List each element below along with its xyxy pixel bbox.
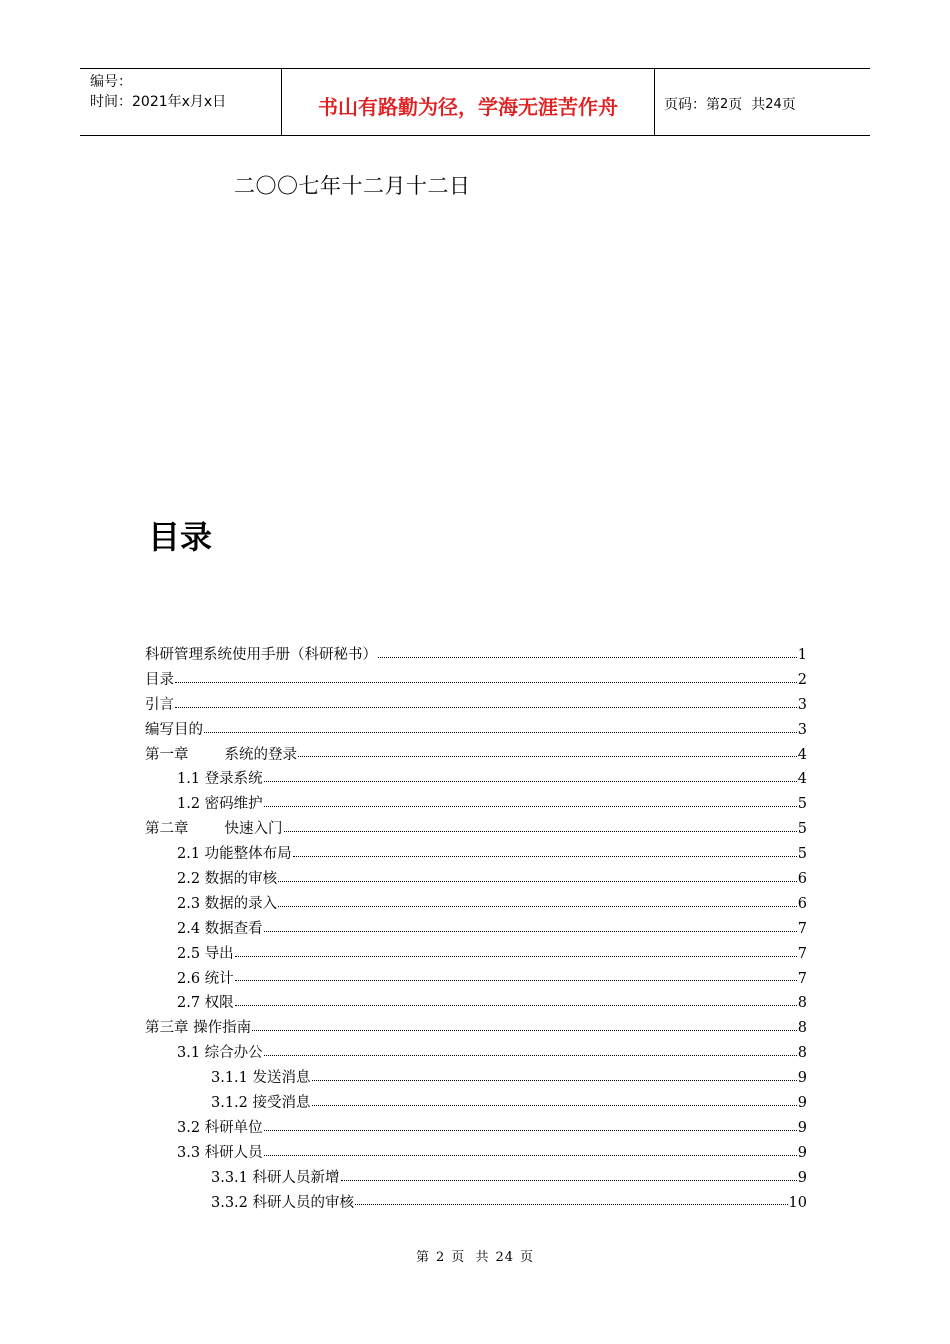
- toc-entry-leader: [264, 1129, 797, 1131]
- toc-entry[interactable]: [145, 1191, 807, 1216]
- header-page-mid: 页 共: [728, 97, 766, 113]
- toc-entry-page: 8: [797, 1020, 807, 1037]
- toc-entry[interactable]: [145, 1091, 807, 1116]
- toc-entry-subtitle: 系统的登录: [224, 746, 297, 763]
- toc-entry[interactable]: [145, 643, 807, 668]
- footer-post: 页: [520, 1250, 535, 1265]
- document-date: 二〇〇七年十二月十二日: [234, 174, 471, 198]
- toc-entry-page: 2: [797, 671, 807, 688]
- footer-mid: 页 共: [451, 1250, 490, 1265]
- toc-entry[interactable]: [145, 817, 807, 842]
- toc-entry-leader: [264, 805, 797, 807]
- footer-total: 24: [495, 1250, 515, 1265]
- toc-entry-label: 第一章: [145, 746, 189, 763]
- toc-entry-leader: [175, 706, 797, 708]
- toc-entry-label: 目录: [145, 671, 174, 688]
- toc-entry-leader: [355, 1203, 788, 1205]
- toc-entry-leader: [264, 1154, 797, 1156]
- toc-entry-label: 编写目的: [145, 721, 203, 738]
- toc-entry[interactable]: [145, 743, 807, 768]
- toc-entry-label: 3.1.2 接受消息: [211, 1095, 311, 1112]
- toc-entry-leader: [284, 830, 797, 832]
- toc-entry[interactable]: [145, 1141, 807, 1166]
- toc-entry[interactable]: [145, 767, 807, 792]
- toc-entry-leader: [378, 656, 797, 658]
- toc-entry-label: 1.2 密码维护: [177, 796, 263, 813]
- toc-entry-label: 2.2 数据的审核: [177, 871, 278, 888]
- toc-entry-leader: [312, 1104, 797, 1106]
- toc-entry[interactable]: [145, 718, 807, 743]
- toc-entry-page: 8: [797, 1045, 807, 1062]
- header-meta: [80, 69, 282, 135]
- toc-entry[interactable]: [145, 668, 807, 693]
- toc-entry-leader: [264, 930, 797, 932]
- toc-entry-page: 8: [797, 995, 807, 1012]
- toc-entry-page: 1: [797, 647, 807, 663]
- header-page-info: [655, 69, 870, 135]
- toc-entry-leader: [235, 1004, 797, 1006]
- footer-pre: 第: [415, 1250, 430, 1265]
- header-page-total: 24: [765, 96, 782, 112]
- toc-entry-label: 1.1 登录系统: [177, 771, 263, 788]
- toc-entry-page: 3: [797, 721, 807, 738]
- toc-entry-label: 第二章: [145, 821, 189, 838]
- toc-entry-page: 9: [797, 1070, 807, 1087]
- toc-entry[interactable]: [145, 867, 807, 892]
- toc-entry-leader: [298, 755, 797, 757]
- header-page-end: 页: [781, 97, 796, 113]
- footer-page: 2: [435, 1250, 446, 1265]
- toc-entry-page: 5: [797, 796, 807, 813]
- toc-entry-label: 3.1 综合办公: [177, 1045, 263, 1062]
- toc-entry[interactable]: [145, 892, 807, 917]
- page-footer: [0, 1246, 950, 1265]
- toc-entry-leader: [204, 731, 797, 733]
- toc-entry-leader: [235, 955, 797, 957]
- toc-entry-label: 2.3 数据的录入: [177, 895, 278, 912]
- toc-entry-leader: [293, 855, 797, 857]
- toc-title: 目录: [148, 518, 213, 556]
- toc-entry-page: 9: [797, 1169, 807, 1186]
- toc-entry[interactable]: [145, 1041, 807, 1066]
- header-motto: 书山有路勤为径，学海无涯苦作舟: [282, 69, 655, 135]
- toc-entry-leader: [312, 1079, 797, 1081]
- toc-entry[interactable]: [145, 1116, 807, 1141]
- header-number-label: 编号：: [90, 74, 132, 90]
- toc-entry-label: 3.3.1 科研人员新增: [211, 1169, 340, 1186]
- toc-entry-label: 科研管理系统使用手册（科研秘书）: [145, 647, 377, 663]
- toc-entry[interactable]: [145, 967, 807, 992]
- toc-entry-label: 3.3.2 科研人员的审核: [211, 1194, 355, 1211]
- toc-entry-page: 7: [797, 945, 807, 962]
- toc-entry-leader: [278, 880, 797, 882]
- toc-entry-leader: [341, 1179, 797, 1181]
- toc-entry-page: 5: [797, 846, 807, 863]
- toc-entry-page: 6: [797, 871, 807, 888]
- toc-entry-page: 9: [797, 1095, 807, 1112]
- toc-entry[interactable]: [145, 942, 807, 967]
- toc-entry-label: 2.1 功能整体布局: [177, 846, 292, 863]
- header-time-label: 时间：2021年x月x日: [90, 94, 227, 110]
- toc-entry-page: 9: [797, 1144, 807, 1161]
- toc-entry-page: 4: [797, 746, 807, 763]
- toc-entry[interactable]: [145, 1066, 807, 1091]
- toc-entry-leader: [175, 681, 797, 683]
- toc-entry-page: 7: [797, 920, 807, 937]
- toc-entry-page: 5: [797, 821, 807, 838]
- toc-entry-leader: [235, 979, 797, 981]
- toc-entry-label: 3.3 科研人员: [177, 1144, 263, 1161]
- toc-entry[interactable]: [145, 1016, 807, 1041]
- header-page-label: 页码：第: [664, 97, 720, 113]
- toc-entry-page: 4: [797, 771, 807, 788]
- toc-entry-leader: [278, 905, 797, 907]
- toc-entry-page: 10: [788, 1194, 807, 1211]
- page-header: [80, 68, 870, 136]
- toc-entry[interactable]: [145, 693, 807, 718]
- toc-entry-label: 2.7 权限: [177, 995, 234, 1012]
- toc-entry-page: 9: [797, 1119, 807, 1136]
- toc-entry[interactable]: [145, 842, 807, 867]
- header-page-num: 2: [720, 96, 729, 112]
- toc-entry-label: 第三章 操作指南: [145, 1020, 252, 1037]
- toc-entry-label: 3.2 科研单位: [177, 1119, 263, 1136]
- toc-entry-label: 2.5 导出: [177, 945, 234, 962]
- toc-entry-leader: [264, 780, 797, 782]
- toc-entry-leader: [264, 1054, 797, 1056]
- toc-entry-page: 6: [797, 895, 807, 912]
- toc-entry-subtitle: 快速入门: [224, 821, 283, 838]
- toc-entry-label: 引言: [145, 696, 174, 713]
- toc-entry-page: 3: [797, 696, 807, 713]
- toc-entry[interactable]: [145, 792, 807, 817]
- toc-entry-page: 7: [797, 970, 807, 987]
- toc-entry-label: 3.1.1 发送消息: [211, 1070, 311, 1087]
- toc-entry-label: 2.4 数据查看: [177, 920, 263, 937]
- table-of-contents: [145, 643, 807, 1215]
- toc-entry-leader: [252, 1029, 797, 1031]
- toc-entry[interactable]: [145, 917, 807, 942]
- toc-entry-label: 2.6 统计: [177, 970, 234, 987]
- toc-entry[interactable]: [145, 991, 807, 1016]
- toc-entry[interactable]: [145, 1166, 807, 1191]
